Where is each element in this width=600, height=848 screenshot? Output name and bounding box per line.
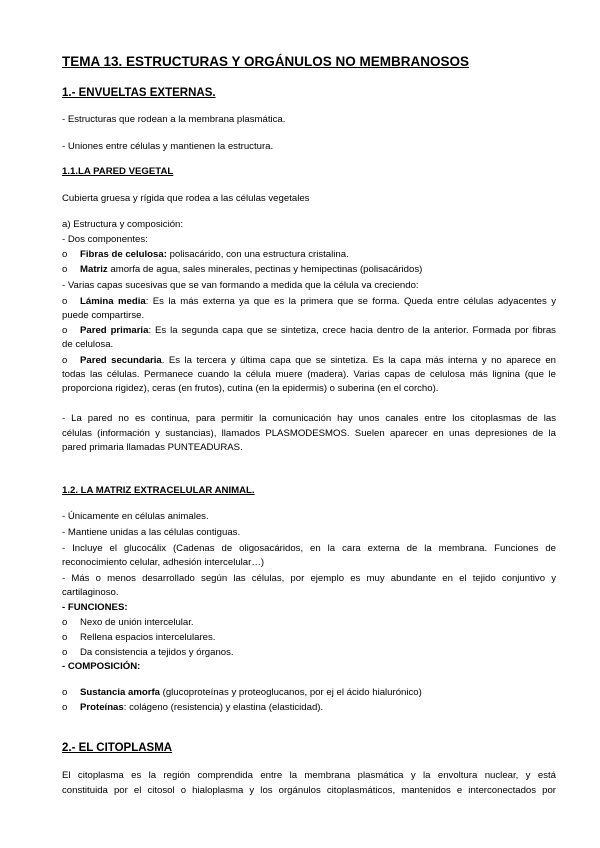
text-line: células (información y sustancias), llamados PLASMODESMOS. Suelen aparecer en unas depresiones de la [62, 428, 556, 439]
bullet-marker: o [62, 687, 68, 698]
term-text: . Es la tercera y última capa que se sintetiza. Es la capa más interna y no aparece en [161, 355, 556, 366]
text-line: proporciona rigidez), ceras (en frutos), cutina (en la epidermis) o suberina (en el corcho). [62, 383, 439, 394]
bullet-marker: o [62, 355, 68, 366]
text-line: pared primaria llamadas PUNTEADURAS. [62, 442, 243, 453]
term-text: (glucoproteínas y proteoglucanos, por ej el ácido hialurónico) [159, 687, 422, 698]
text-line: - Estructuras que rodean a la membrana plasmática. [62, 114, 286, 125]
term: Matriz [80, 264, 108, 275]
term: Pared primaria [80, 325, 149, 336]
text-line: a) Estructura y composición: [62, 219, 184, 230]
text-line: Cubierta gruesa y rígida que rodea a las células vegetales [62, 193, 310, 204]
text-line: de celulosa. [62, 339, 114, 350]
list-item [62, 687, 422, 699]
bullet-marker: o [62, 249, 68, 260]
term-text: : colágeno (resistencia) y elastina (elasticidad). [123, 702, 324, 713]
term-text: : Es la segunda capa que se sintetiza, crece hacia dentro de la anterior. Formada por fibras [148, 325, 556, 336]
subsection-heading-matriz-extracelular: 1.2. LA MATRIZ EXTRACELULAR ANIMAL. [62, 485, 255, 496]
list-item-text: Nexo de unión intercelular. [80, 617, 194, 628]
text-line: - Únicamente en células animales. [62, 511, 209, 522]
list-item [62, 355, 556, 367]
section-heading-citoplasma: 2.- EL CITOPLASMA [62, 742, 173, 754]
bullet-marker: o [62, 325, 68, 336]
section-heading-envueltas: 1.- ENVUELTAS EXTERNAS. [62, 87, 216, 99]
list-item [62, 249, 349, 261]
list-item [62, 647, 234, 659]
list-item [62, 296, 556, 308]
text-line: constituida por el citosol o hialoplasma y los orgánulos citoplasmáticos, mantenidos e interconectados por [62, 785, 556, 796]
bullet-marker: o [62, 296, 68, 307]
term: Lámina media [80, 296, 146, 307]
text-line: - La pared no es continua, para permitir la comunicación hay unos canales entre los citoplasmas de las [62, 413, 556, 424]
text-line: - Incluye el glucocálix (Cadenas de oligosacáridos, en la cara externa de la membrana. Funciones de [62, 543, 556, 554]
document-title: TEMA 13. ESTRUCTURAS Y ORGÁNULOS NO MEMBRANOSOS [62, 54, 470, 69]
list-label-funciones: - FUNCIONES: [62, 602, 128, 613]
term-text: amorfa de agua, sales minerales, pectinas y hemipectinas (polisacáridos) [107, 264, 423, 275]
list-item [62, 325, 556, 337]
text-line: todas las células. Permanece cuando la célula muere (madera). Varias capas de celulosa más lignina (que le [62, 369, 556, 380]
term-text: polisacárido, con una estructura cristalina. [166, 249, 349, 260]
text-line: puede compartirse. [62, 310, 145, 321]
bullet-marker: o [62, 702, 68, 713]
bullet-marker: o [62, 617, 68, 628]
text-line: El citoplasma es la región comprendida entre la membrana plasmática y la envoltura nuclear, y está [62, 770, 556, 781]
subsection-heading-pared-vegetal: 1.1.LA PARED VEGETAL [62, 166, 174, 177]
list-item [62, 264, 422, 276]
text-line: - Varias capas sucesivas que se van formando a medida que la célula va creciendo: [62, 280, 419, 291]
list-item [62, 617, 194, 629]
list-item-text: Rellena espacios intercelulares. [80, 632, 216, 643]
text-line: - Más o menos desarrollado según las células, por ejemplo es muy abundante en el tejido conjuntivo y [62, 573, 556, 584]
text-line: reconocimiento celular, adhesión intercelular…) [62, 557, 265, 568]
bullet-marker: o [62, 264, 68, 275]
text-line: - Mantiene unidas a las células contiguas. [62, 527, 241, 538]
term: Proteínas [80, 702, 124, 713]
term: Fibras de celulosa: [80, 249, 167, 260]
list-label-composicion: - COMPOSICIÓN: [62, 661, 141, 672]
text-line: - Uniones entre células y mantienen la estructura. [62, 141, 274, 152]
bullet-marker: o [62, 632, 68, 643]
list-item-text: Da consistencia a tejidos y órganos. [80, 647, 234, 658]
text-line: - Dos componentes: [62, 234, 148, 245]
term-text: : Es la más externa ya que es la primera que se forma. Queda entre células adyacentes y [145, 296, 556, 307]
term: Pared secundaria [80, 355, 162, 366]
list-item [62, 632, 215, 644]
term: Sustancia amorfa [80, 687, 160, 698]
text-line: cartilaginoso. [62, 587, 119, 598]
list-item [62, 702, 323, 714]
bullet-marker: o [62, 647, 68, 658]
